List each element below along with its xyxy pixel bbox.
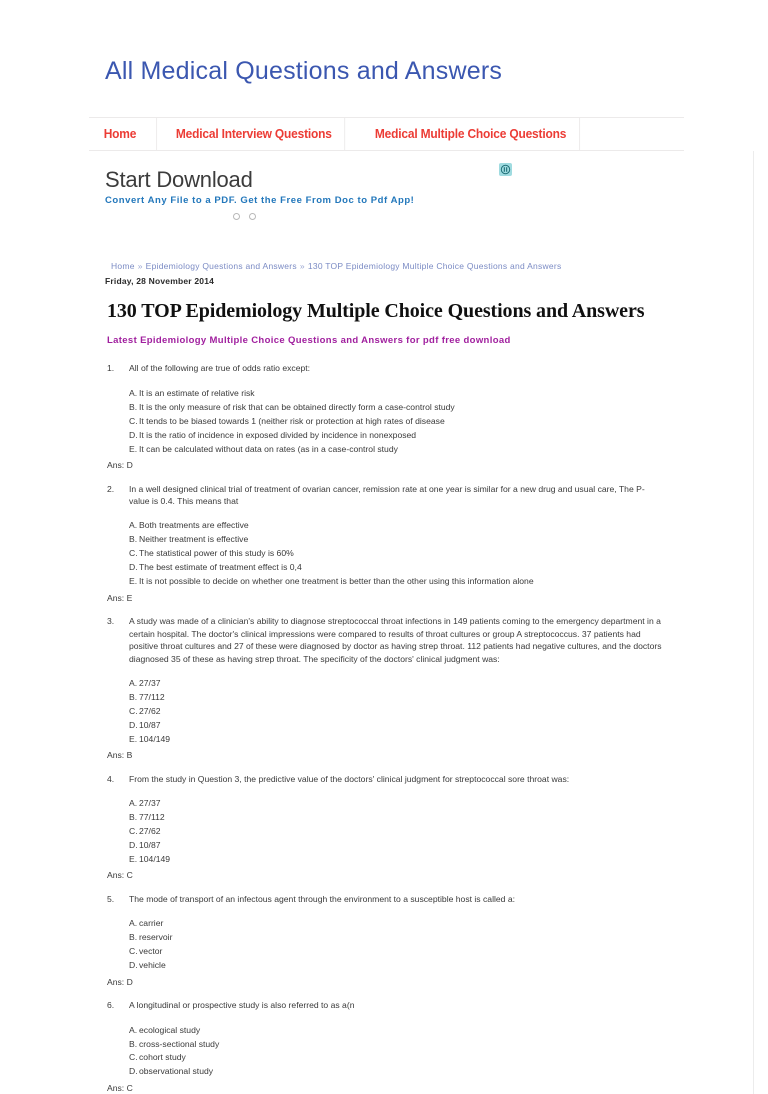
main-navigation (89, 117, 684, 151)
option-item (107, 825, 663, 837)
option-letter: E. (107, 733, 139, 745)
question-text: In a well designed clinical trial of treatment of ovarian cancer, remission rate at one year is similar for a new drug and usual care, The P-value is 0.4. This means that (129, 483, 663, 508)
option-letter: D. (107, 839, 139, 851)
option-text: The statistical power of this study is 60% (139, 547, 663, 559)
question-block (107, 615, 663, 762)
nav-item-medical-interview-questions[interactable]: Medical Interview Questions (163, 118, 346, 150)
option-text: 27/62 (139, 705, 663, 717)
option-item (107, 443, 663, 455)
option-item (107, 1051, 663, 1063)
option-letter: B. (107, 811, 139, 823)
option-text: 27/62 (139, 825, 663, 837)
ad-headline[interactable]: Start Download (105, 167, 753, 193)
question-text: All of the following are true of odds ratio except: (129, 362, 663, 374)
question-stem (107, 999, 663, 1011)
option-letter: B. (107, 1038, 139, 1050)
answer-line: Ans: D (107, 459, 663, 471)
option-letter: A. (107, 797, 139, 809)
option-letter: C. (107, 547, 139, 559)
option-text: It tends to be biased towards 1 (neither risk or protection at high rates of disease (139, 415, 663, 427)
question-number: 3. (107, 615, 129, 665)
option-item (107, 853, 663, 865)
option-item (107, 691, 663, 703)
question-text: A study was made of a clinician's ability to diagnose streptococcal throat infections in 149 patients coming to the emergency department in a certain hospital. The doctor's clinical impressions were compared to results of throat cultures or group A streptococcus. 37 patients had positive throat cultures and 27 of these were diagnosed by doctor as having strep throat. 112 patients had negative cultures, and the doctors diagnosed 35 of these as having strep throat. The specificity of the doctors' clinical judgment was: (129, 615, 663, 665)
option-letter: A. (107, 677, 139, 689)
option-text: cross-sectional study (139, 1038, 663, 1050)
option-text: 10/87 (139, 839, 663, 851)
site-header (0, 0, 768, 86)
option-letter: E. (107, 443, 139, 455)
breadcrumb-separator: » (297, 261, 308, 271)
option-list (107, 387, 663, 455)
option-item (107, 917, 663, 929)
option-list (107, 677, 663, 745)
option-item (107, 931, 663, 943)
option-item (107, 429, 663, 441)
option-text: It is the ratio of incidence in exposed divided by incidence in nonexposed (139, 429, 663, 441)
option-letter: D. (107, 719, 139, 731)
option-letter: B. (107, 533, 139, 545)
option-text: 27/37 (139, 677, 663, 689)
option-item (107, 575, 663, 587)
breadcrumb (111, 261, 753, 273)
question-block (107, 483, 663, 605)
option-text: ecological study (139, 1024, 663, 1036)
ad-carousel-dots[interactable] (233, 213, 753, 220)
option-text: 77/112 (139, 691, 663, 703)
page-title: 130 TOP Epidemiology Multiple Choice Questions and Answers (107, 299, 753, 323)
option-letter: B. (107, 401, 139, 413)
option-text: observational study (139, 1065, 663, 1077)
option-text: vehicle (139, 959, 663, 971)
option-text: The best estimate of treatment effect is 0,4 (139, 561, 663, 573)
ad-carousel-dot[interactable] (249, 213, 256, 220)
option-letter: E. (107, 575, 139, 587)
breadcrumb-item-epidemiology-questions-and-answers[interactable]: Epidemiology Questions and Answers (146, 261, 297, 271)
question-block (107, 893, 663, 988)
option-item (107, 519, 663, 531)
option-letter: A. (107, 1024, 139, 1036)
question-stem (107, 615, 663, 665)
option-item (107, 959, 663, 971)
option-item (107, 561, 663, 573)
adchoices-info-icon[interactable] (499, 163, 512, 176)
question-stem (107, 483, 663, 508)
option-item (107, 719, 663, 731)
question-stem (107, 893, 663, 905)
option-text: Both treatments are effective (139, 519, 663, 531)
ad-subtext[interactable]: Convert Any File to a PDF. Get the Free From Doc to Pdf App! (105, 195, 753, 207)
answer-line: Ans: B (107, 749, 663, 761)
answer-line: Ans: C (107, 1082, 663, 1094)
option-item (107, 547, 663, 559)
post-subtitle: Latest Epidemiology Multiple Choice Questions and Answers for pdf free download (107, 335, 753, 346)
ad-carousel-dot[interactable] (233, 213, 240, 220)
nav-filler (599, 118, 684, 150)
breadcrumb-separator: » (135, 261, 146, 271)
option-letter: E. (107, 853, 139, 865)
option-text: Neither treatment is effective (139, 533, 663, 545)
question-block (107, 773, 663, 882)
option-letter: B. (107, 691, 139, 703)
option-text: It is the only measure of risk that can be obtained directly form a case-control study (139, 401, 663, 413)
option-item (107, 401, 663, 413)
option-letter: A. (107, 917, 139, 929)
option-item (107, 1065, 663, 1077)
question-text: The mode of transport of an infectous agent through the environment to a susceptible host is called a: (129, 893, 663, 905)
answer-line: Ans: D (107, 976, 663, 988)
option-list (107, 797, 663, 865)
option-text: 104/149 (139, 853, 663, 865)
option-item (107, 733, 663, 745)
question-number: 4. (107, 773, 129, 785)
question-block (107, 999, 663, 1094)
option-item (107, 387, 663, 399)
option-text: cohort study (139, 1051, 663, 1063)
answer-line: Ans: E (107, 592, 663, 604)
option-letter: D. (107, 1065, 139, 1077)
question-stem (107, 773, 663, 785)
breadcrumb-item-current: 130 TOP Epidemiology Multiple Choice Questions and Answers (308, 261, 562, 271)
option-item (107, 1038, 663, 1050)
post-date: Friday, 28 November 2014 (105, 276, 753, 286)
option-text: It is an estimate of relative risk (139, 387, 663, 399)
breadcrumb-item-home[interactable]: Home (111, 261, 135, 271)
option-item (107, 415, 663, 427)
option-letter: C. (107, 945, 139, 957)
question-number: 2. (107, 483, 129, 508)
nav-item-home[interactable]: Home (89, 118, 157, 150)
option-text: 10/87 (139, 719, 663, 731)
option-text: vector (139, 945, 663, 957)
option-letter: C. (107, 825, 139, 837)
option-text: 77/112 (139, 811, 663, 823)
option-letter: C. (107, 705, 139, 717)
content-column (105, 151, 754, 1094)
option-letter: B. (107, 931, 139, 943)
option-text: 104/149 (139, 733, 663, 745)
option-letter: A. (107, 387, 139, 399)
advertisement-banner[interactable] (105, 151, 753, 239)
question-number: 5. (107, 893, 129, 905)
option-item (107, 1024, 663, 1036)
option-letter: D. (107, 429, 139, 441)
question-number: 6. (107, 999, 129, 1011)
option-letter: D. (107, 561, 139, 573)
option-item (107, 945, 663, 957)
option-list (107, 917, 663, 971)
option-text: reservoir (139, 931, 663, 943)
site-title: All Medical Questions and Answers (105, 58, 768, 86)
option-text: It can be calculated without data on rates (as in a case-control study (139, 443, 663, 455)
option-item (107, 811, 663, 823)
question-text: A longitudinal or prospective study is also referred to as a(n (129, 999, 663, 1011)
option-item (107, 839, 663, 851)
option-list (107, 1024, 663, 1078)
option-item (107, 705, 663, 717)
answer-line: Ans: C (107, 869, 663, 881)
option-letter: C. (107, 415, 139, 427)
option-item (107, 677, 663, 689)
question-block (107, 362, 663, 471)
option-text: carrier (139, 917, 663, 929)
option-text: 27/37 (139, 797, 663, 809)
questions-list (107, 362, 663, 1094)
option-letter: A. (107, 519, 139, 531)
option-letter: D. (107, 959, 139, 971)
option-letter: C. (107, 1051, 139, 1063)
option-list (107, 519, 663, 587)
question-stem (107, 362, 663, 374)
option-item (107, 797, 663, 809)
nav-item-medical-multiple-choice-questions[interactable]: Medical Multiple Choice Questions (362, 118, 580, 150)
option-item (107, 533, 663, 545)
question-text: From the study in Question 3, the predictive value of the doctors' clinical judgment for streptococcal sore throat was: (129, 773, 663, 785)
question-number: 1. (107, 362, 129, 374)
option-text: It is not possible to decide on whether one treatment is better than the other using this information alone (139, 575, 663, 587)
